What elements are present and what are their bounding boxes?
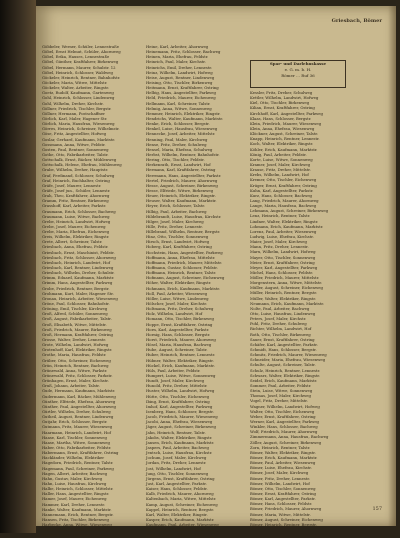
directory-entry: Groß, August, Fabrikarbeiter, Talstr. [42, 316, 112, 322]
directory-entry: Hinz, Otto, Tischler, Sonnenweg [146, 234, 209, 240]
directory-entry: Graumann, Luise, Witwe, Bachweg [42, 213, 110, 219]
directory-entry: Grünewald, Fritz, Schlosser, Parkstr. [42, 373, 113, 378]
directory-entry: Neumann, Erich, Kaufmann, Marktstr. [250, 300, 324, 306]
directory-entry: Nolte, Paul, Arbeiter, Bachweg [250, 305, 310, 311]
directory-entry: Gottschalk, Helene, Ehefrau, Mühlenweg [42, 162, 122, 168]
directory-entry: Klein, Friedrich, Maurer, Wiesenweg [250, 120, 322, 126]
directory-entry: Zimmermann, Anna, Hausfrau, Bachweg [250, 434, 329, 440]
directory-entry: Hunold, Fritz, Dreher, Mittelstr. [146, 383, 208, 389]
directory-entry: Göbel, Erika, Hauses, Lennestraße [42, 54, 110, 60]
directory-entry: Müller, August, Schreiner, Eichenweg [250, 285, 323, 291]
directory-entry: Huster, Wilhelm, Landwirt, Hofweg [146, 388, 215, 394]
directory-entry: Bömer, Wilhelm, Landwirt, Hof [250, 480, 310, 486]
directory-entry: Kurz, Hans, Schlosser, Bachweg [250, 192, 312, 198]
directory-entry: Bömer, Otto, Tischler, Sonnenweg [250, 485, 316, 491]
directory-entry: Bömer, Heinrich, Rentner, Bergstr. [250, 521, 317, 527]
directory-entry: Michel, Hans, Schlosser, Feldstr. [250, 269, 313, 275]
directory-entry: Harnisch, Otto, Schlosser, Talstr. [42, 532, 106, 538]
directory-entry: Görlich, Karl, Maler, Hagener Str. [42, 115, 108, 121]
directory-entry: Griesbach, Fritz, Schlosser, Ahornweg [42, 254, 116, 260]
directory-entry: Peters, Josef, Maler, Kirchstr. [250, 316, 307, 322]
directory-entry: Gude, Hermann, Kaufmann, Marktstr. [42, 388, 116, 394]
directory-entry: Pohl, Fritz, Dreher, Schulweg [250, 321, 307, 327]
directory-entry: Gutjahr, Erich, Schlosser, Bergstr. [42, 419, 108, 425]
directory-entry: Grebe, Maria, Ehefrau, Eichenweg [42, 229, 110, 235]
directory-entry: Hensel, Maria, Ehefrau, Schulweg [146, 146, 213, 152]
directory-entry: Hundt, Josef, Maler, Kirchweg [146, 378, 205, 384]
directory-entry: Hoffmann, Heinrich, Rentner, Talstr. [146, 270, 217, 276]
directory-entry: Bömer, Erich, Kaufmann, Marktstr. [250, 454, 318, 460]
directory-entry: Sommer, Paul, Arbeiter, Feldstr. [250, 383, 312, 389]
directory-entry: Grasshoff, Karl, Arbeiter, Parkstr. [42, 203, 107, 209]
directory-entry: Grimm, Hans, Angestellter, Parkweg [42, 280, 113, 286]
directory-entry: Hagedorn, Friedrich, Rentner, Talstr. [42, 460, 114, 466]
directory-entry: Köhler, Erich, Kaufmann, Marktstr. [250, 146, 318, 152]
directory-entry: Heitmann, Ernst, Kraftfahrer, Ostring [146, 85, 219, 91]
directory-entry: Hagemann, Paul, Schreiner, Parkweg [42, 465, 114, 471]
directory-entry: Grohmann, Kurt, Maler, Hagener Str. [42, 290, 114, 296]
directory-entry: Schulte, August, Schreiner, Talstr. [250, 362, 316, 368]
directory-entry: Just, Karl, Angestellter, Parkstr. [146, 480, 207, 486]
directory-entry: Heinrichs, Emil, Dreher, Lennestr. [146, 64, 212, 70]
directory-entry: Kappel, Heinrich, Rentner, Bergstr. [146, 506, 215, 512]
directory-entry: Jung, Otto, Tischler, Sonnenweg [146, 470, 209, 476]
directory-entry: Grete, Albert, Schreiner, Talstr. [42, 239, 103, 245]
directory-entry: Harbecke, Anna, Witwe, Wiesenweg [42, 522, 112, 528]
directory-entry: Isenberg, Hans, Schlosser, Bergstr. [146, 408, 214, 414]
directory-entry: Hoberg, Karl, Kraftfahrer, Ostring [146, 244, 212, 250]
directory-entry: Henning, Paul, Maler, Kirchweg [146, 136, 208, 142]
column-1 [42, 44, 142, 538]
directory-entry: Hagen, Albert, Arbeiter, Bachweg [42, 470, 108, 476]
directory-entry: Bömer, Josef, Maler, Kirchweg [250, 470, 309, 476]
directory-entry: Hermann, Karl, Kraftfahrer, Ostring [146, 167, 216, 173]
directory-entry: Bömer, Maria, Witwe, Mittelstr. [250, 511, 311, 517]
directory-entry: Jakobs, Walter, Elektriker, Ringstr. [146, 434, 213, 440]
directory-entry: Walter, Otto, Tischler, Eichenweg [250, 408, 315, 414]
directory-entry: Kessler, Fritz, Dreher, Schulweg [250, 90, 313, 95]
directory-entry: Grünhagen, Ernst, Maler, Kirchstr. [42, 378, 109, 384]
directory-entry: Heine, Karl, Arbeiter, Ahornweg [146, 44, 209, 49]
directory-entry: Henke, Erich, Schlosser, Bergstr. [146, 121, 210, 127]
directory-entry: Henkel, Luise, Hausfrau, Wiesenweg [146, 126, 218, 132]
directory-entry: Kaiser, Hans, Schlosser, Feldstr. [146, 486, 208, 492]
directory-entry: Karl, Walter, Elektriker, Ringstr. [146, 511, 208, 517]
directory-entry: Krebs, Wilhelm, Landwirt, Hof [250, 172, 309, 178]
directory-entry: Hildebrandt, Luise, Hausfrau, Kirchstr. [146, 213, 222, 219]
directory-entry: Jochum, Josef, Maler, Kirchweg [146, 455, 207, 461]
directory-entry: Göbel, Heinrich, Schlosser, Waldweg [42, 69, 113, 75]
directory-entry: Günther, Elfriede, Ehefrau, Ahornweg [42, 398, 116, 404]
directory-entry: Hösel, Maria, Hausfrau, Bachweg [146, 342, 212, 348]
ad-line-1: Spar- und Darlehnskasse [269, 61, 327, 66]
directory-entry: Jordan, Fritz, Dreher, Lennestr. [146, 460, 207, 466]
directory-entry: Hannemann, Erich, Rentner, Bergstr. [42, 511, 114, 517]
directory-entry: Gröning, Emil, Tischler, Kirchweg [42, 306, 108, 312]
directory-entry: Haarmann, Heinrich, Landwirt, Hof [42, 429, 111, 435]
directory-page [36, 6, 396, 538]
directory-entry: Jaspers, Paul, Arbeiter, Bachweg [146, 444, 209, 450]
directory-entry: Lenz, Heinrich, Rentner, Talstr. [250, 213, 311, 219]
directory-entry: Held, Friedrich, Maurer, Eichenweg [146, 95, 216, 101]
directory-entry: Grebe, Heinrich, Landwirt, Hofweg [42, 218, 111, 224]
directory-entry: Görres, Heinrich, Schreiner, Wilhelmstr. [42, 126, 120, 132]
directory-entry: Stein, Luise, Witwe, Sonnenweg [250, 388, 313, 394]
directory-entry: Schäfer, Karl, Angestellter, Parkstr. [250, 341, 318, 347]
directory-entry: Imhof, Karl, Angestellter, Parkweg [146, 403, 213, 409]
directory-entry: Göbbeler, Werner, Schüler, Lennestraße [42, 44, 119, 49]
directory-entry: Haase, Karl, Tischler, Sonnenweg [42, 434, 107, 440]
directory-entry: Kasper, Erich, Kaufmann, Marktstr. [146, 516, 215, 522]
directory-entry: Hoffmann, Gustav, Schlosser, Feldstr. [146, 265, 218, 271]
directory-entry: Möller, Friedrich, Maurer, Mittelstr. [250, 275, 320, 281]
directory-entry: Haber, Otto, Fabrikarbeiter, Feldstr. [42, 444, 112, 450]
directory-entry: Gramm, Fritz, Rentner, Birkenweg [42, 198, 109, 204]
directory-entry: Heinrich, Paul, Maler, Kirchstr. [146, 59, 206, 65]
directory-entry: Zöller, August, Schreiner, Birkenweg [250, 439, 322, 445]
directory-entry: Hoffmann, Friedrich, Maurer, Mittelstr. [146, 259, 222, 265]
directory-entry: Bömer, Ernst, Kraftfahrer, Ostring [250, 490, 316, 496]
directory-entry: Göckeler, Heinrich, Rentner, Bahnhofstr. [42, 74, 121, 80]
directory-entry: Kamp, August, Schreiner, Eichenweg [146, 501, 218, 507]
directory-entry: Hansen, Fritz, Tischler, Birkenweg [42, 516, 109, 522]
directory-entry: Hendrichs, Walter, Kaufmann, Marktstr. [146, 115, 224, 121]
directory-entry: Kettler, Wilhelm, Landwirt, Hofweg [250, 95, 319, 101]
directory-entry: Jürgens, Ernst, Kraftfahrer, Ostring [146, 475, 215, 481]
directory-entry: Mayer, Otto, Tischler, Sonnenweg [250, 254, 316, 260]
directory-entry: Halbe, Heinrich, Schlosser, Mittelstr. [42, 486, 114, 492]
directory-entry: Horst, Friedrich, Maurer, Ahornweg [146, 337, 216, 343]
directory-entry: Heinz, Wilhelm, Landwirt, Hofweg [146, 69, 213, 75]
directory-entry: Görlich, Maria, Hausfrau, Wiesenweg [42, 121, 115, 127]
directory-entry: Groß, Hermann, Kraftfahrer, Ostring [42, 331, 113, 337]
directory-entry: Göckeler, Walter, Arbeiter, Ringstr. [42, 85, 109, 91]
directory-entry: Hückel, Erich, Kaufmann, Marktstr. [146, 362, 215, 368]
directory-entry: Schwarz, Walter, Elektriker, Ringstr. [250, 372, 321, 378]
book-binding [0, 0, 36, 533]
directory-entry: Herbst, Wilhelm, Rentner, Bahnhofstr. [146, 151, 220, 157]
page-header [42, 16, 388, 32]
directory-entry: Klöckner, August, Schreiner, Talstr. [250, 131, 318, 137]
directory-entry: Grosse, Walter, Dreher, Lennestr. [42, 337, 106, 343]
directory-entry: Hahn, Gustav, Maler, Kirchweg [42, 475, 102, 481]
directory-entry: Bömer, Friedrich, Maurer, Ahornweg [250, 506, 322, 512]
directory-entry: Gohl, Heinrich, Schlosser, Lindenweg [42, 95, 115, 101]
directory-entry: Hütte, Otto, Tischler, Eichenweg [146, 393, 210, 399]
directory-entry: Lorenz, Paul, Arbeiter, Wiesenweg [250, 228, 317, 234]
directory-entry: Jäger, August, Schreiner, Birkenweg [146, 424, 216, 430]
directory-entry: Hölscher, Josef, Maler, Kirchstr. [146, 301, 208, 307]
directory-entry: Otto, Luise, Hausfrau, Lindenweg [250, 311, 316, 317]
directory-entry: Gudermann, Karl, Bäcker, Mühlenweg [42, 393, 116, 399]
directory-entry: Griesbach, Ernst, Maschinist, Feldstr. [42, 249, 115, 255]
directory-entry: Heyer, Erich, Schlosser, Talstr. [146, 203, 205, 209]
directory-entry: Hering, Otto, Tischler, Feldstr. [146, 157, 205, 163]
directory-entry: Helmig, Anna, Witwe, Sonnenweg [146, 105, 212, 111]
directory-entry: Grote, Wilhelm, Landwirt, Hofweg [42, 342, 109, 348]
directory-entry: Gosten, Paul, Rentner, Sonnenweg [42, 146, 109, 152]
directory-entry: Gohl, Wilhelm, Dreher, Kirchstr. [42, 100, 104, 106]
directory-entry: Gothe, Otto, Fabrikarbeiter, Talstr. [42, 151, 109, 157]
directory-entry: Klaas, Hans, Schlosser, Bergstr. [250, 115, 312, 121]
directory-entry: Gräfe, Josef jun., Schüler, Lennestr. [42, 187, 111, 193]
directory-entry: Winkler, Hans, Schlosser, Bachweg [250, 424, 318, 430]
directory-entry: Richter, Wilhelm, Landwirt, Hof [250, 326, 312, 332]
directory-entry: Marx, Wilhelm, Landwirt, Hofweg [250, 249, 316, 255]
directory-entry: Hoffmann, Anna, Ehefrau, Mittelstr. [146, 254, 216, 260]
directory-entry: Grimm, Eduard, Kaufmann, Marktstr. [42, 275, 115, 281]
directory-entry: Graf, Heinrich, Buchhalter, Ostring [42, 177, 110, 183]
directory-entry: Koch, Walter, Elektriker, Ringstr. [250, 141, 314, 147]
directory-entry: Helbig, Hans, Angestellter, Parkweg [146, 90, 216, 96]
directory-entry: Grothe, Maria, Hausfrau, Feldstr. [42, 352, 107, 358]
directory-entry: Holtmann, Fritz, Dreher, Schulweg [146, 306, 214, 312]
directory-entry: Jentsch, Luise, Hausfrau, Kirchstr. [146, 450, 213, 456]
column-3 [250, 90, 356, 527]
directory-entry: Grah, Theo, Kraftfahrer, Ahornweg [42, 193, 110, 199]
directory-entry: Krüger, Ernst, Kraftfahrer, Ostring [250, 182, 317, 188]
directory-entry: Griesbach, Karl, Rentner, Lindenweg [42, 265, 114, 271]
directory-entry: Habermann, Ernst, Kraftfahrer, Ostring [42, 450, 119, 456]
directory-entry: Höher, Walter, Elektriker, Ringstr. [146, 280, 212, 286]
directory-entry: Kuhn, Karl, Angestellter, Parkstr. [250, 187, 314, 193]
directory-entry: Vogel, Fritz, Dreher, Mittelstr. [250, 398, 308, 404]
directory-entry: Heise, August, Rentner, Lindenweg [146, 74, 215, 80]
directory-entry: Wagner, Wilhelm, Landwirt, Hofweg [250, 403, 320, 409]
directory-entry: Klein, Anna, Ehefrau, Wiesenweg [250, 125, 315, 131]
directory-entry: Hilbig, Paul, Arbeiter, Bachweg [146, 208, 207, 214]
directory-entry: Hofmann, August, Schreiner, Eichenweg [146, 275, 225, 281]
directory-entry: Bömer, Karl, Angestellter, Parkstr. [250, 496, 316, 502]
directory-entry: Jost, Wilhelm, Landwirt, Hof [146, 465, 201, 471]
directory-entry: Müller, Heinrich, Rentner, Bergstr. [250, 290, 317, 296]
directory-entry: Göbel, Günther, Kraftfahrer, Birkenweg [42, 59, 119, 65]
directory-entry: Groß, Alfred, Schüler, Sonnenweg [42, 311, 108, 317]
directory-entry: Thomas, Josef, Maler, Kirchweg [250, 393, 311, 399]
directory-entry: Kalb, Friedrich, Maurer, Ahornweg [146, 491, 214, 497]
directory-entry: Hahn, Luise, Hausfrau, Kirchweg [42, 480, 107, 486]
directory-entry: Keller, Luise, Hausfrau, Lindenweg [146, 527, 214, 533]
directory-entry: Lehmann, August, Schreiner, Birkenweg [250, 208, 329, 214]
directory-entry: Hillebrand, Wilhelm, Rentner, Bergstr. [146, 229, 221, 235]
page-edge-shadow [388, 6, 396, 526]
directory-entry: Horn, Karl, Angestellter, Parkstr. [146, 326, 210, 332]
directory-entry: Jacobi, Anna, Ehefrau, Wiesenweg [146, 419, 213, 425]
directory-entry: Hense, Fritz, Dreher, Schulweg [146, 141, 207, 147]
directory-entry: Krause, Fritz, Dreher, Mittelstr. [250, 167, 311, 173]
directory-entry: Greis, Wilhelm, Elektriker, Ringstr. [42, 234, 110, 240]
directory-entry: Goetz, Rudolf, Kaufmann, Gartenweg [42, 90, 114, 96]
directory-entry: Hornig, Hans, Schlosser, Bergstr. [146, 331, 211, 337]
directory-entry: Kiel, Otto, Tischler, Birkenweg [250, 100, 310, 106]
directory-entry: Groß, Elisabeth, Witwe, Mittelstr. [42, 321, 107, 327]
directory-entry: Hübner, Walter, Elektriker, Ringstr. [146, 357, 214, 363]
directory-entry: Bömer, Hans, Schlosser, Feldstr. [250, 501, 313, 507]
directory-entry: Hardt, Wilhelm, Landwirt, Hofweg [42, 527, 109, 533]
directory-entry: König, Paul, Arbeiter, Feldstr. [250, 151, 307, 157]
directory-entry: Lohmann, Erich, Kaufmann, Marktstr. [250, 223, 324, 229]
directory-entry: Hille, Fritz, Dreher, Lennestr. [146, 223, 203, 229]
directory-entry: Hamer, Josef, Maurer, Eichenweg [42, 496, 107, 502]
directory-entry: Schneider, Maria, Ehefrau, Wiesenweg [250, 357, 326, 363]
directory-entry: Grüber, Otto, Schreiner, Eichenweg [42, 357, 111, 363]
ad-line-3: Römer … Ruf 36 [281, 73, 315, 78]
directory-entry: Grobe, Friedrich, Rentner, Bergstr. [42, 285, 110, 291]
directory-entry: Hammer, Karl, Dreher, Lennestr. [42, 501, 105, 507]
directory-entry: Hüls, Paul, Arbeiter, Feldstr. [146, 367, 201, 373]
directory-entry: Hanke, Walter, Kaufmann, Marktstr. [42, 506, 112, 512]
directory-entry: Heinemann, Fritz, Schlosser, Bachweg [146, 49, 221, 55]
advertisement-box [250, 60, 346, 88]
directory-entry: Hackländer, Wilhelm, Elektriker [42, 455, 105, 461]
directory-entry: Göbel, Hermann, Maurer, Schulstr. 12 [42, 64, 116, 70]
directory-entry: Lange, Maria, Hausfrau, Bachweg [250, 203, 317, 209]
directory-entry: Homann, Otto, Tischler, Birkenweg [146, 316, 214, 322]
directory-entry: Graumann, Erich, Schlosser, Bachweg [42, 208, 116, 214]
directory-entry: Mann, Fritz, Dreher, Lennestr. [250, 244, 309, 250]
directory-entry: Bömer, Fritz, Dreher, Lennestr. [250, 475, 310, 481]
directory-entry: Günther, Paul, Angestellter, Ahornweg [42, 403, 116, 409]
directory-entry: Holz, Wilhelm, Landwirt, Hof [146, 311, 203, 317]
directory-entry: Haase, Martha, Witwe, Sonnenweg [42, 439, 110, 445]
ad-line-2: e. G. m. b. H. [284, 67, 312, 72]
directory-entry: Griesbach, Heinrich, Landwirt, Hof [42, 259, 111, 265]
directory-entry: Heuser, Walter, Kaufmann, Marktstr. [146, 198, 217, 204]
directory-entry: Jahn, Heinrich, Rentner, Talstr. [146, 429, 206, 435]
directory-entry: Grün, Heinrich, Rentner, Bachweg [42, 362, 109, 368]
directory-entry: Kremer, Otto, Tischler, Eichenweg [250, 177, 317, 183]
directory-entry: Jacob, Friedrich, Maurer, Wiesenweg [146, 414, 218, 420]
directory-entry: Zorn, Heinrich, Rentner, Talstr. [250, 444, 311, 450]
directory-entry: Huber, Heinrich, Rentner, Lennestr. [146, 352, 216, 358]
directory-entry: Seidel, Erich, Kaufmann, Marktstr. [250, 377, 318, 383]
directory-entry: Heising, Otto, Tischler, Birkenweg [146, 79, 213, 85]
directory-entry: Hemmer, Heinrich, Elektriker, Ringstr. [146, 110, 221, 116]
directory-entry: Höller, Luise, Witwe, Lindenweg [146, 295, 209, 301]
directory-entry: Sauer, Ernst, Kraftfahrer, Ostring [250, 336, 315, 342]
directory-entry: Hertel, Friedrich, Maurer, Ahornweg [146, 177, 218, 183]
directory-entry: Groß, Friedrich, Maurer, Birkenweg [42, 326, 112, 332]
directory-entry: Ibing, Ernst, Kraftfahrer, Ostring [146, 398, 210, 404]
directory-entry: Maier, Josef, Maler, Kirchweg [250, 239, 307, 245]
directory-entry: Gronau, Heinrich, Arbeiter, Wiesenweg [42, 295, 118, 301]
directory-entry: Gruß, Johann, Arbeiter, Talstr. [42, 383, 100, 389]
directory-entry: Meyer, Karl, Angestellter, Parkweg [250, 264, 318, 270]
directory-entry: Hennecke, Josef, Arbeiter, Mittelstr. [146, 131, 216, 137]
directory-entry: Kaltenbach, Maria, Witwe, Mittelstr. [146, 496, 217, 502]
directory-entry: Kemper, Josef, Maler, Kirchstr. [146, 532, 205, 538]
directory-entry: Göckeler, Maria, Witwe, Mittelstr. [42, 79, 108, 85]
directory-entry: Bömer, Paul, Arbeiter, Wiesenweg [250, 460, 316, 466]
directory-entry: Schmitz, Friedrich, Maurer, Wiesenweg [250, 352, 327, 358]
directory-entry: Ludwig, Luise, Ehefrau, Kirchstr. [250, 233, 314, 239]
directory-entry: Gutheil, August, Rentner, Lindenweg [42, 414, 114, 420]
directory-entry: Hoppe, Ernst, Kraftfahrer, Ostring [146, 321, 213, 327]
directory-entry: Wolf, Friedrich, Maurer, Ahornweg [250, 429, 318, 435]
directory-entry: Gröne, Paul, Schlosser, Bahnhofstr. [42, 301, 110, 307]
directory-entry: Grabe, Wilhelm, Dreher, Hauptstr. [42, 167, 109, 173]
directory-entry: Kramer, Josef, Maler, Kirchweg [250, 161, 311, 167]
directory-entry: Jansen, Erich, Kaufmann, Marktstr. [146, 439, 215, 445]
directory-entry: Herkenrath, Ernst, Landwirt, Hof [146, 162, 211, 168]
directory-entry: Herrmann, Hans, Angestellter, Parkstr. [146, 172, 222, 178]
directory-entry: Göbel, Ernst Helmut, Schüler, Ahornweg [42, 49, 121, 55]
directory-entry: Haller, Hans, Angestellter, Ringstr. [42, 491, 110, 497]
directory-entry: Bömer, Luise, Ehefrau, Kirchstr. [250, 465, 312, 471]
directory-entry: Bömer, August, Schreiner, Eichenweg [250, 516, 323, 522]
directory-entry: Kirchhoff, Karl, Angestellter, Parkweg [250, 110, 323, 116]
directory-entry: Hesse, August, Schreiner, Birkenweg [146, 182, 218, 188]
directory-entry: Hellmann, Karl, Schreiner, Talstr. [146, 100, 211, 106]
directory-entry: Knapp, Heinrich, Rentner, Lennestr. [250, 136, 320, 142]
directory-entry: Hohmann, Erich, Kaufmann, Marktstr. [146, 285, 220, 291]
directory-entry: Werner, Karl, Angestellter, Parkweg [250, 419, 319, 424]
directory-entry: Gossmann, Anna, Witwe, Feldstr. [42, 141, 106, 147]
directory-entry: Müller, Walter, Elektriker, Ringstr. [250, 295, 316, 301]
directory-entry: Göse, Fritz, Angestellter, Hofweg [42, 131, 107, 137]
directory-entry: Hochstein, Hans, Angestellter, Parkweg [146, 249, 223, 255]
directory-entry: Kilian, Ernst, Kraftfahrer, Ostring [250, 105, 315, 111]
directory-entry: Heinen, Maria, Ehefrau, Feldstr. [146, 54, 209, 60]
directory-entry: Hirsch, Ernst, Landwirt, Hofweg [146, 239, 210, 245]
directory-entry: Weber, Ernst, Kraftfahrer, Ostring [250, 413, 316, 419]
directory-entry: Humpert, Luise, Witwe, Sonnenweg [146, 373, 216, 378]
directory-entry: Bömer, Walter, Elektriker, Ringstr. [250, 449, 316, 455]
directory-entry: Griesbach, Anna, Ehefrau, Feldstr. [42, 244, 109, 250]
directory-entry: Morgenstern, Anna, Witwe, Mittelstr. [250, 280, 322, 286]
directory-entry: Hilger, Josef, Maler, Kirchweg [146, 218, 204, 224]
directory-entry: Grotenhoff, Karl, Elektriker, Ringstr. [42, 347, 113, 353]
directory-entry: Kaufmann, Paul, Arbeiter, Wiesenweg [146, 522, 219, 528]
directory-entry: Griesbach, Wilhelm, Dreher, Schulstr. [42, 270, 115, 276]
directory-entry: Holl, Paul, Arbeiter, Wiesenweg [146, 290, 208, 296]
directory-entry: Lindner, Walter, Elektriker, Ringstr. [250, 218, 319, 224]
directory-entry: Gottschalk, Ernst, Bäcker, Mühlenweg [42, 157, 117, 163]
directory-entry: Graf, Ferdinand, Schlosser, Schulweg [42, 172, 115, 178]
directory-entry: Hube, August, Schreiner, Talstr. [146, 347, 208, 353]
directory-entry: Heuer, Heinrich, Elektriker, Ringstr. [146, 193, 216, 199]
page-number: 157 [372, 506, 382, 512]
directory-entry: Goslar, Gerhard, Kaufmann, Marktstr. [42, 136, 116, 142]
directory-entry: Göllner, Hermann, Postschaffner [42, 110, 105, 116]
page-running-title: Griesbach, Bömer [331, 18, 382, 24]
directory-entry: Gürtler, Wilhelm, Dreher, Schulweg [42, 408, 111, 414]
directory-entry: Roth, Otto, Tischler, Birkenweg [250, 331, 311, 337]
directory-entry: Schulz, Heinrich, Rentner, Lennestr. [250, 367, 321, 373]
directory-entry: Göllner, Friedrich, Tischler, Bergstr. [42, 105, 112, 111]
column-2 [146, 44, 246, 538]
directory-entry: Gräfe, Josef, Maurer, Lennestr. [42, 182, 102, 188]
directory-entry: Gutmann, Fritz, Maurer, Wiesenweg [42, 424, 113, 430]
directory-entry: Hesse, Elfriede, Witwe, Birkenweg [146, 187, 214, 193]
directory-entry: Grebe, Josef, Maurer, Eichenweg [42, 223, 106, 229]
directory-entry: Korte, Luise, Witwe, Sonnenweg [250, 156, 313, 162]
directory-entry: Grünewald, Anna, Witwe, Parkstr. [42, 367, 108, 373]
directory-entry: Lang, Friedrich, Maurer, Ahornweg [250, 197, 319, 203]
directory-entry: Meier, Ernst, Kraftfahrer, Ostring [250, 259, 315, 265]
directory-entry: Schmidt, Hans, Schlosser, Bergstr. [250, 347, 317, 353]
